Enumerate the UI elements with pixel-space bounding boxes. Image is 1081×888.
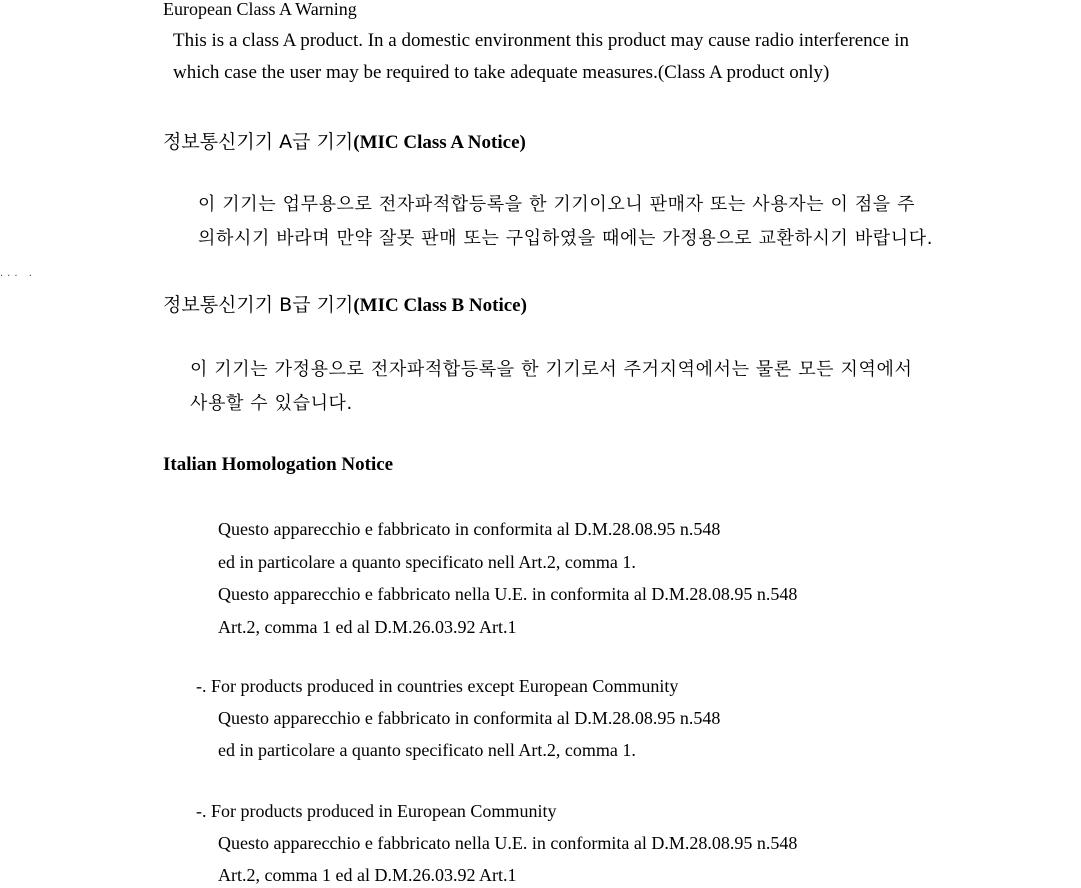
eu-warning-heading: European Class A Warning (163, 0, 357, 19)
eu-warning-text-line-1: This is a class A product. In a domestic environment this product may cause radio interference in (173, 30, 910, 51)
italian-block3-line: Questo apparecchio e fabbricato nella U.E. in conformita al D.M.28.08.95 n.548 (218, 833, 798, 853)
mic-class-a-text-line-2: 의하시기 바라며 만약 잘못 판매 또는 구입하였을 때에는 가정용으로 교환하시기 바랍니다. (198, 228, 934, 249)
margin-mark: ... . (0, 268, 36, 279)
italian-block2-line: ed in particolare a quanto specificato nell Art.2, comma 1. (218, 740, 636, 760)
mic-class-a-text-line-1: 이 기기는 업무용으로 전자파적합등록을 한 기기이오니 판매자 또는 사용자는 이 점을 주 (198, 194, 916, 215)
mic-class-b-text-line-1: 이 기기는 가정용으로 전자파적합등록을 한 기기로서 주거지역에서는 물론 모든 지역에서 (190, 359, 913, 380)
mic-class-b-text-line-2: 사용할 수 있습니다. (190, 393, 353, 414)
italian-block1-line: Questo apparecchio e fabbricato nella U.E. in conformita al D.M.28.08.95 n.548 (218, 584, 798, 604)
italian-block1-line: ed in particolare a quanto specificato nell Art.2, comma 1. (218, 552, 636, 572)
mic-class-b-heading-korean: 정보통신기기 B급 기기 (163, 294, 354, 316)
italian-block2-line: -. For products produced in countries except European Community (196, 676, 679, 696)
italian-block3-line: -. For products produced in European Community (196, 801, 557, 821)
mic-class-a-heading-korean: 정보통신기기 A급 기기 (163, 131, 354, 153)
italian-block1-line: Questo apparecchio e fabbricato in conformita al D.M.28.08.95 n.548 (218, 519, 721, 539)
mic-class-b-heading-english: (MIC Class B Notice) (353, 295, 527, 316)
italian-block3-line: Art.2, comma 1 ed al D.M.26.03.92 Art.1 (218, 865, 517, 885)
mic-class-a-heading (163, 127, 526, 154)
italian-notice-heading: Italian Homologation Notice (163, 454, 394, 475)
italian-block1-line: Art.2, comma 1 ed al D.M.26.03.92 Art.1 (218, 617, 517, 637)
mic-class-a-heading-english: (MIC Class A Notice) (353, 132, 526, 153)
eu-warning-text-line-2: which case the user may be required to take adequate measures.(Class A product only) (173, 62, 830, 83)
mic-class-b-heading (163, 290, 527, 317)
italian-block2-line: Questo apparecchio e fabbricato in conformita al D.M.28.08.95 n.548 (218, 708, 721, 728)
